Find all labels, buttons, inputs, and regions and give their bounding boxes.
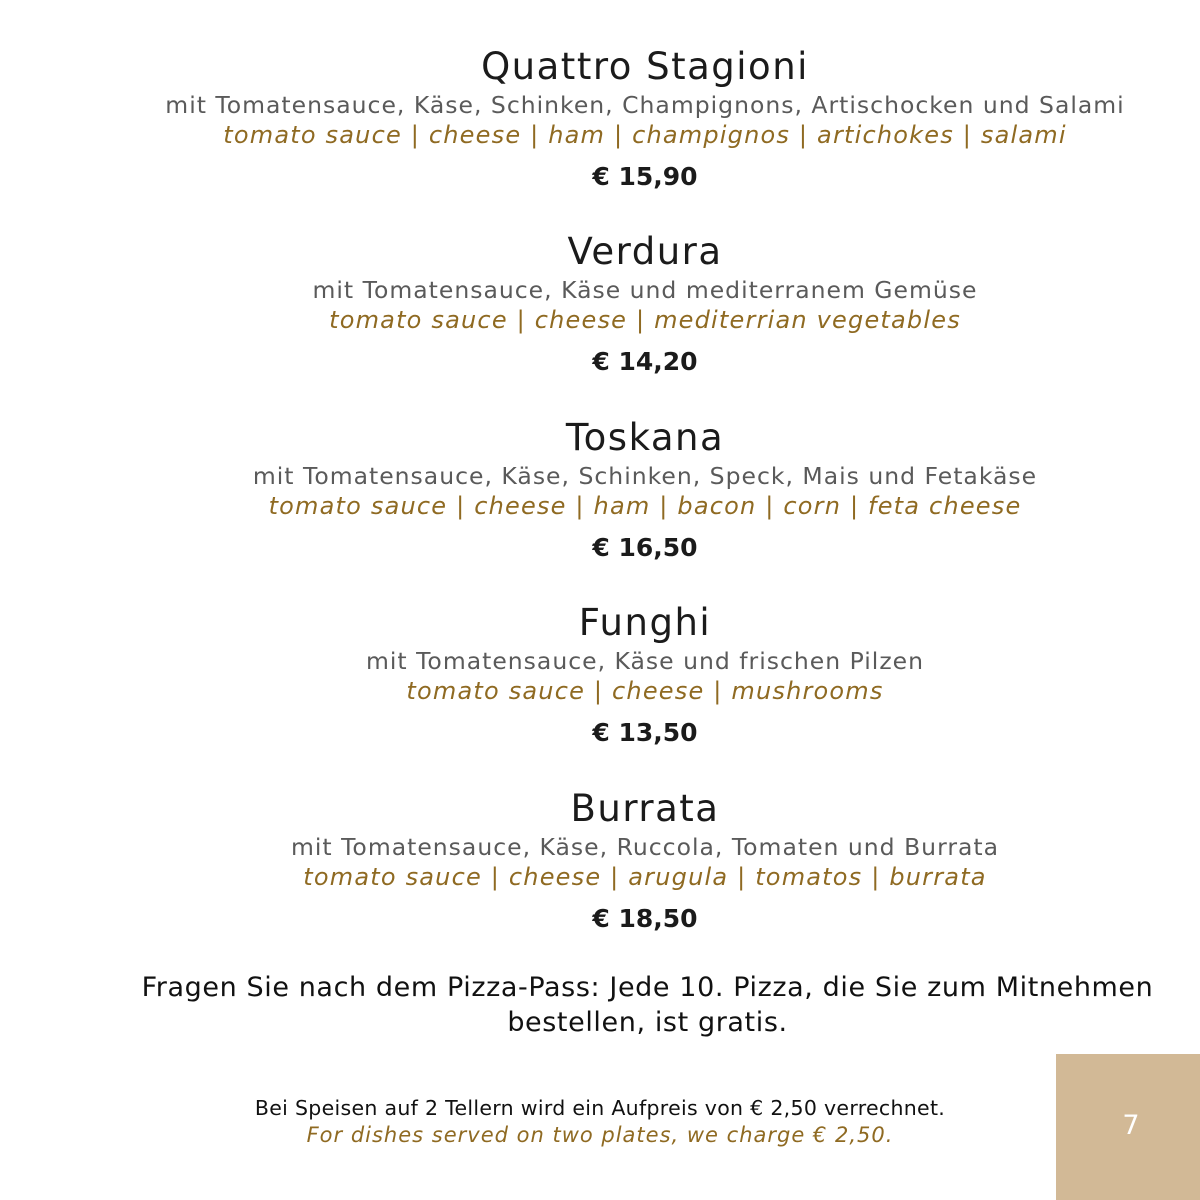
- item-name: Quattro Stagioni: [481, 45, 809, 88]
- item-name: Funghi: [578, 601, 712, 644]
- item-description-german: mit Tomatensauce, Käse, Schinken, Champignons, Artischocken und Salami: [165, 91, 1125, 119]
- item-description-german: mit Tomatensauce, Käse und mediterranem Gemüse: [312, 276, 978, 304]
- page-number-tab: [1056, 1054, 1200, 1200]
- item-price: € 14,20: [592, 347, 698, 376]
- item-description-english: tomato sauce | cheese | arugula | tomatos | burrata: [303, 863, 987, 891]
- item-description-english: tomato sauce | cheese | mediterrian vegetables: [329, 306, 961, 334]
- plate-surcharge-english: For dishes served on two plates, we charge € 2,50.: [306, 1123, 894, 1147]
- item-description-english: tomato sauce | cheese | mushrooms: [406, 677, 884, 705]
- plate-surcharge-german: Bei Speisen auf 2 Tellern wird ein Aufpreis von € 2,50 verrechnet.: [254, 1096, 946, 1120]
- item-name: Burrata: [570, 787, 720, 830]
- item-description-english: tomato sauce | cheese | ham | champignos | artichokes | salami: [223, 121, 1067, 149]
- item-name: Verdura: [567, 230, 723, 273]
- plate-surcharge-note: [0, 1095, 1200, 1149]
- item-description-german: mit Tomatensauce, Käse und frischen Pilzen: [365, 647, 925, 675]
- item-description-english: tomato sauce | cheese | ham | bacon | corn | feta cheese: [268, 492, 1022, 520]
- item-price: € 15,90: [592, 162, 698, 191]
- item-price: € 18,50: [592, 904, 698, 933]
- menu-item-quattro-stagioni: [0, 44, 1200, 192]
- item-description-german: mit Tomatensauce, Käse, Ruccola, Tomaten und Burrata: [290, 833, 1000, 861]
- menu-item-verdura: [0, 229, 1200, 377]
- menu-item-toskana: [0, 415, 1200, 563]
- menu-item-burrata: [0, 786, 1200, 934]
- item-price: € 16,50: [592, 533, 698, 562]
- item-description-german: mit Tomatensauce, Käse, Schinken, Speck, Mais und Fetakäse: [252, 462, 1038, 490]
- item-price: € 13,50: [592, 718, 698, 747]
- page-number: 7: [1122, 1110, 1140, 1141]
- pizza-pass-note: Fragen Sie nach dem Pizza-Pass: Jede 10. Pizza, die Sie zum Mitnehmen bestellen, ist gratis.: [141, 972, 1154, 1038]
- item-name: Toskana: [565, 416, 725, 459]
- menu-item-funghi: [0, 600, 1200, 748]
